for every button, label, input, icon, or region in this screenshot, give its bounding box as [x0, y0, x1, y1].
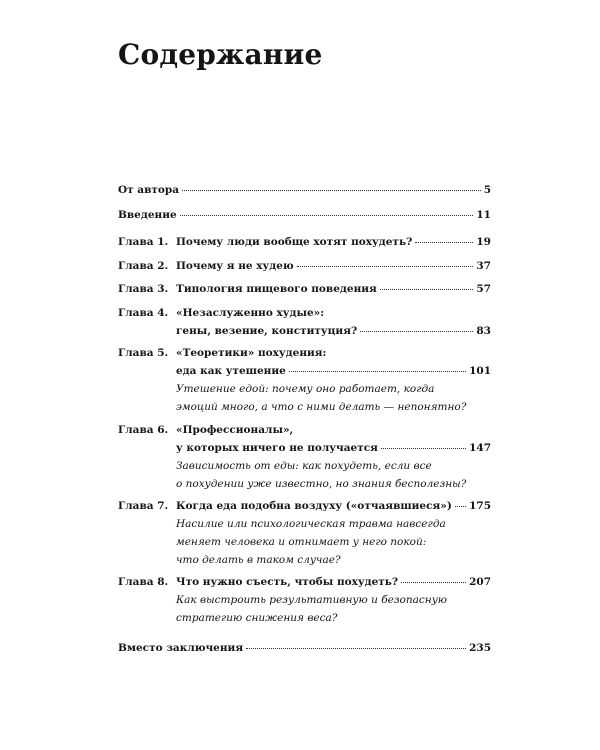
dot-leader [289, 371, 466, 372]
page-number: 5 [483, 184, 491, 196]
dot-leader [415, 242, 473, 243]
toc-entry-chapter-6[interactable] [118, 421, 491, 493]
entry-subtitle: о похудении уже известно, но знания бесполезны? [176, 478, 467, 490]
dot-leader [381, 448, 466, 449]
dot-leader [380, 289, 474, 290]
entry-title: Вместо заключения [118, 642, 244, 654]
chapter-label: Глава 8. [118, 576, 169, 588]
entry-title-line-2: гены, везение, конституция? [176, 325, 358, 337]
entry-title: Что нужно съесть, чтобы похудеть? [176, 576, 399, 588]
entry-subtitle: стратегию снижения веса? [176, 612, 338, 624]
entry-title-line-1: «Профессионалы», [176, 424, 294, 436]
chapter-label: Глава 6. [118, 424, 169, 436]
toc-entry-chapter-4[interactable] [118, 304, 491, 340]
entry-title-line-1: «Незаслуженно худые»: [176, 307, 325, 319]
page-number: 147 [469, 442, 491, 454]
toc-entry-chapter-1[interactable] [118, 233, 491, 251]
toc-entry-chapter-3[interactable] [118, 280, 491, 298]
entry-title: Когда еда подобна воздуху («отчаявшиеся») [176, 500, 452, 512]
toc-entry-author[interactable] [118, 181, 491, 199]
toc-entry-chapter-2[interactable] [118, 257, 491, 275]
entry-title: Почему я не худею [176, 260, 294, 272]
entry-title: От автора [118, 184, 180, 196]
chapter-label: Глава 5. [118, 347, 169, 359]
entry-subtitle: Утешение едой: почему оно работает, когда [176, 383, 435, 395]
entry-subtitle: Насилие или психологическая травма навсегда [176, 518, 446, 530]
toc-entry-conclusion[interactable] [118, 639, 491, 657]
toc-entry-chapter-5[interactable] [118, 344, 491, 416]
entry-subtitle: что делать в таком случае? [176, 554, 341, 566]
toc-entry-chapter-7[interactable] [118, 497, 491, 569]
toc-entry-intro[interactable] [118, 206, 491, 224]
page-number: 19 [476, 236, 491, 248]
page-title: Содержание [118, 38, 323, 71]
entry-title: Типология пищевого поведения [176, 283, 377, 295]
page-number: 37 [476, 260, 491, 272]
page-number: 11 [476, 209, 491, 221]
page-number: 235 [469, 642, 491, 654]
dot-leader [180, 215, 474, 216]
entry-title-line-2: еда как утешение [176, 365, 286, 377]
entry-subtitle: эмоций много, а что с ними делать — непонятно? [176, 401, 467, 413]
dot-leader [401, 582, 466, 583]
entry-subtitle: меняет человека и отнимает у него покой: [176, 536, 427, 548]
chapter-label: Глава 4. [118, 307, 169, 319]
page-number: 101 [469, 365, 491, 377]
dot-leader [455, 506, 466, 507]
dot-leader [246, 648, 466, 649]
entry-title: Почему люди вообще хотят похудеть? [176, 236, 413, 248]
chapter-label: Глава 1. [118, 236, 169, 248]
page-number: 207 [469, 576, 491, 588]
entry-title: Введение [118, 209, 177, 221]
page-number: 175 [469, 500, 491, 512]
dot-leader [360, 331, 473, 332]
entry-subtitle: Как выстроить результативную и безопасную [176, 594, 448, 606]
chapter-label: Глава 2. [118, 260, 169, 272]
dot-leader [182, 190, 481, 191]
page-number: 83 [476, 325, 491, 337]
entry-title-line-2: у которых ничего не получается [176, 442, 378, 454]
toc-entry-chapter-8[interactable] [118, 573, 491, 627]
page-number: 57 [476, 283, 491, 295]
entry-subtitle: Зависимость от еды: как похудеть, если все [176, 460, 432, 472]
chapter-label: Глава 3. [118, 283, 169, 295]
chapter-label: Глава 7. [118, 500, 169, 512]
dot-leader [297, 266, 474, 267]
entry-title-line-1: «Теоретики» похудения: [176, 347, 327, 359]
